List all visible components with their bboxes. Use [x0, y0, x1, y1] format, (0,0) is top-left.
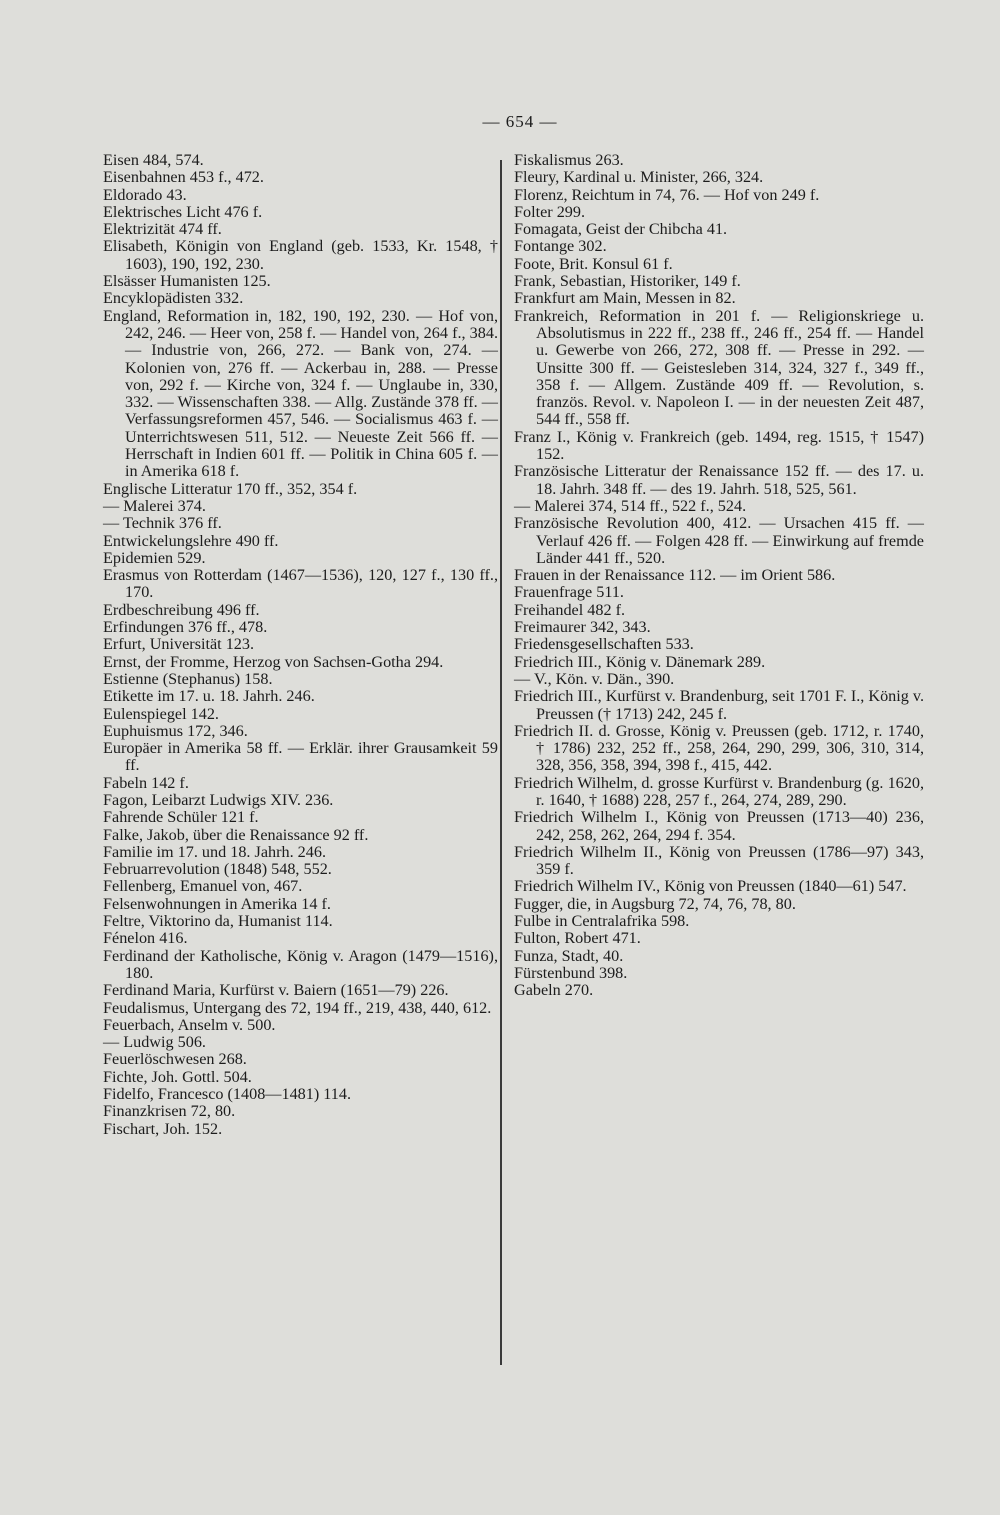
index-entry: Friedrich Wilhelm, d. grosse Kurfürst v. Brandenburg (g. 1620, r. 1640, † 1688) 228, 257 f., 264, 274, 289, 290. — [514, 773, 924, 809]
index-entry: Frankfurt am Main, Messen in 82. — [514, 289, 736, 308]
index-entry: Erasmus von Rotterdam (1467—1536), 120, 127 f., 130 ff., 170. — [103, 566, 498, 602]
index-entry: Foote, Brit. Konsul 61 f. — [514, 254, 673, 273]
index-entry: Fürstenbund 398. — [514, 963, 628, 982]
index-entry: Familie im 17. und 18. Jahrh. 246. — [103, 842, 327, 861]
index-entry: Fagon, Leibarzt Ludwigs XIV. 236. — [103, 790, 334, 809]
index-entry: Französische Litteratur der Renaissance 152 ff. — des 17. u. 18. Jahrh. 348 ff. — des 19. Jahrh. 518, 525, 561. — [514, 462, 924, 498]
index-entry: Fulbe in Centralafrika 598. — [514, 912, 690, 931]
index-entry: Feltre, Viktorino da, Humanist 114. — [103, 912, 333, 931]
index-entry: Friedrich II. d. Grosse, König v. Preussen (geb. 1712, r. 1740, † 1786) 232, 252 ff., 258, 264, 290, 299, 306, 310, 314, 328, 356, 358, 394, 398 f., 415, 442. — [514, 721, 924, 775]
index-entry: England, Reformation in, 182, 190, 192, 230. — Hof von, 242, 246. — Heer von, 258 f. — Handel von, 264 f., 384. — Industrie von, 266, 272. — Bank von, 274. — Kolonien von, 276 ff. — Ackerbau in, 288. — Presse von, 292 f. — Kirche von, 324 f. — Unglaube in, 330, 332. — Wissenschaften 338. — Allg. Zustände 378 ff. — Verfassungsreformen 457, 546. — Socialismus 463 f. — Unterrichtswesen 511, 512. — Neueste Zeit 566 ff. — Herrschaft in Indien 601 ff. — Politik in China 605 f. — in Amerika 618 f. — [103, 306, 498, 481]
index-entry: Fichte, Joh. Gottl. 504. — [103, 1067, 252, 1086]
index-entry: Freimaurer 342, 343. — [514, 618, 651, 637]
index-entry: Europäer in Amerika 58 ff. — Erklär. ihrer Grausamkeit 59 ff. — [103, 739, 498, 775]
index-entry: Frankreich, Reformation in 201 f. — Religionskriege u. Absolutismus in 222 ff., 238 ff., 246 ff., 254 ff. — Handel u. Gewerbe von 266, 272, 308 ff. — Presse in 292. — Unsitte 300 ff. — Geistesleben 314, 324, 327 f., 349 ff., 358 f. — Allgem. Zustände 409 ff. — Revolution, s. französ. Revol. v. Napoleon I. — in der neuesten Zeit 487, 544 ff., 558 ff. — [514, 306, 924, 429]
index-entry: Funza, Stadt, 40. — [514, 946, 624, 965]
index-entry: Eldorado 43. — [103, 185, 187, 204]
index-entry: Ferdinand der Katholische, König v. Aragon (1479—1516), 180. — [103, 946, 498, 982]
index-entry: Eisen 484, 574. — [103, 151, 204, 169]
index-entry: Friedrich Wilhelm II., König von Preussen (1786—97) 343, 359 f. — [514, 842, 924, 879]
index-entry: Gabeln 270. — [514, 981, 594, 1000]
index-entry: Franz I., König v. Frankreich (geb. 1494, reg. 1515, † 1547) 152. — [514, 427, 924, 464]
index-entry: Frauenfrage 511. — [514, 583, 624, 602]
index-entry: Fulton, Robert 471. — [514, 929, 641, 948]
index-entry: Erfurt, Universität 123. — [103, 635, 255, 654]
index-entry: Fomagata, Geist der Chibcha 41. — [514, 220, 728, 239]
index-entry: Feudalismus, Untergang des 72, 194 ff., 219, 438, 440, 612. — [103, 998, 492, 1017]
index-entry: Fontange 302. — [514, 237, 607, 256]
index-entry: Fiskalismus 263. — [514, 151, 624, 169]
index-entry: — V., Kön. v. Dän., 390. — [514, 669, 675, 688]
index-entry: Elisabeth, Königin von England (geb. 1533, Kr. 1548, † 1603), 190, 192, 230. — [103, 237, 498, 273]
index-entry: — Ludwig 506. — [103, 1033, 206, 1052]
index-entry: Elsässer Humanisten 125. — [103, 272, 271, 291]
index-entry: Frauen in der Renaissance 112. — im Orient 586. — [514, 566, 836, 585]
index-entry: Fugger, die, in Augsburg 72, 74, 76, 78, 80. — [514, 894, 796, 913]
index-entry: Friedrich III., Kurfürst v. Brandenburg, seit 1701 F. I., König v. Preussen († 1713) 242, 245 f. — [514, 687, 924, 723]
index-entry: Entwickelungslehre 490 ff. — [103, 531, 279, 550]
index-entry: Fellenberg, Emanuel von, 467. — [103, 877, 303, 896]
index-entry: Englische Litteratur 170 ff., 352, 354 f. — [103, 479, 358, 498]
index-entry: Encyklopädisten 332. — [103, 289, 244, 308]
index-entry: Folter 299. — [514, 202, 586, 221]
index-entry: Ernst, der Fromme, Herzog von Sachsen-Gotha 294. — [103, 652, 444, 671]
index-entry: Friedrich Wilhelm IV., König von Preussen (1840—61) 547. — [514, 877, 907, 896]
index-entry: Erfindungen 376 ff., 478. — [103, 618, 268, 637]
index-entry: Fidelfo, Francesco (1408—1481) 114. — [103, 1085, 352, 1104]
index-entry: — Malerei 374, 514 ff., 522 f., 524. — [514, 496, 747, 515]
index-entry: — Technik 376 ff. — [103, 514, 222, 533]
index-entry: Falke, Jakob, über die Renaissance 92 ff. — [103, 825, 369, 844]
index-entry: Euphuismus 172, 346. — [103, 721, 248, 740]
index-entry: Friedrich Wilhelm I., König von Preussen (1713—40) 236, 242, 258, 262, 264, 294 f. 354. — [514, 808, 924, 844]
column-divider — [500, 160, 502, 1365]
index-entry: Finanzkrisen 72, 80. — [103, 1102, 236, 1121]
index-entry: Fleury, Kardinal u. Minister, 266, 324. — [514, 168, 764, 187]
index-entry: Eisenbahnen 453 f., 472. — [103, 168, 264, 187]
index-entry: Freihandel 482 f. — [514, 600, 626, 619]
index-entry: Ferdinand Maria, Kurfürst v. Baiern (1651—79) 226. — [103, 981, 449, 1000]
index-entry: Friedensgesellschaften 533. — [514, 635, 694, 654]
index-entry: Fahrende Schüler 121 f. — [103, 808, 259, 827]
index-entry: — Malerei 374. — [103, 496, 206, 515]
index-entry: Erdbeschreibung 496 ff. — [103, 600, 260, 619]
index-entry: Florenz, Reichtum in 74, 76. — Hof von 249 f. — [514, 185, 820, 204]
index-entry: Friedrich III., König v. Dänemark 289. — [514, 652, 766, 671]
index-entry: Elektrizität 474 ff. — [103, 220, 222, 239]
page-number: — 654 — — [482, 112, 558, 131]
index-entry: Etikette im 17. u. 18. Jahrh. 246. — [103, 687, 315, 706]
index-entry: Estienne (Stephanus) 158. — [103, 669, 273, 688]
index-entry: Feuerbach, Anselm v. 500. — [103, 1015, 276, 1034]
index-column-right — [514, 152, 924, 1000]
index-entry: Feuerlöschwesen 268. — [103, 1050, 247, 1069]
index-entry: Fénelon 416. — [103, 929, 188, 948]
index-entry: Französische Revolution 400, 412. — Ursachen 415 ff. — Verlauf 426 ff. — Folgen 428 ff. — Einwirkung auf fremde Länder 441 ff., 520. — [514, 514, 924, 567]
index-entry: Frank, Sebastian, Historiker, 149 f. — [514, 272, 741, 291]
index-entry: Fabeln 142 f. — [103, 773, 189, 792]
index-entry: Felsenwohnungen in Amerika 14 f. — [103, 894, 331, 913]
index-entry: Elektrisches Licht 476 f. — [103, 202, 263, 221]
index-entry: Fischart, Joh. 152. — [103, 1119, 223, 1138]
index-entry: Februarrevolution (1848) 548, 552. — [103, 860, 332, 879]
index-entry: Epidemien 529. — [103, 548, 206, 567]
index-entry: Eulenspiegel 142. — [103, 704, 219, 723]
index-column-left — [103, 152, 498, 1138]
